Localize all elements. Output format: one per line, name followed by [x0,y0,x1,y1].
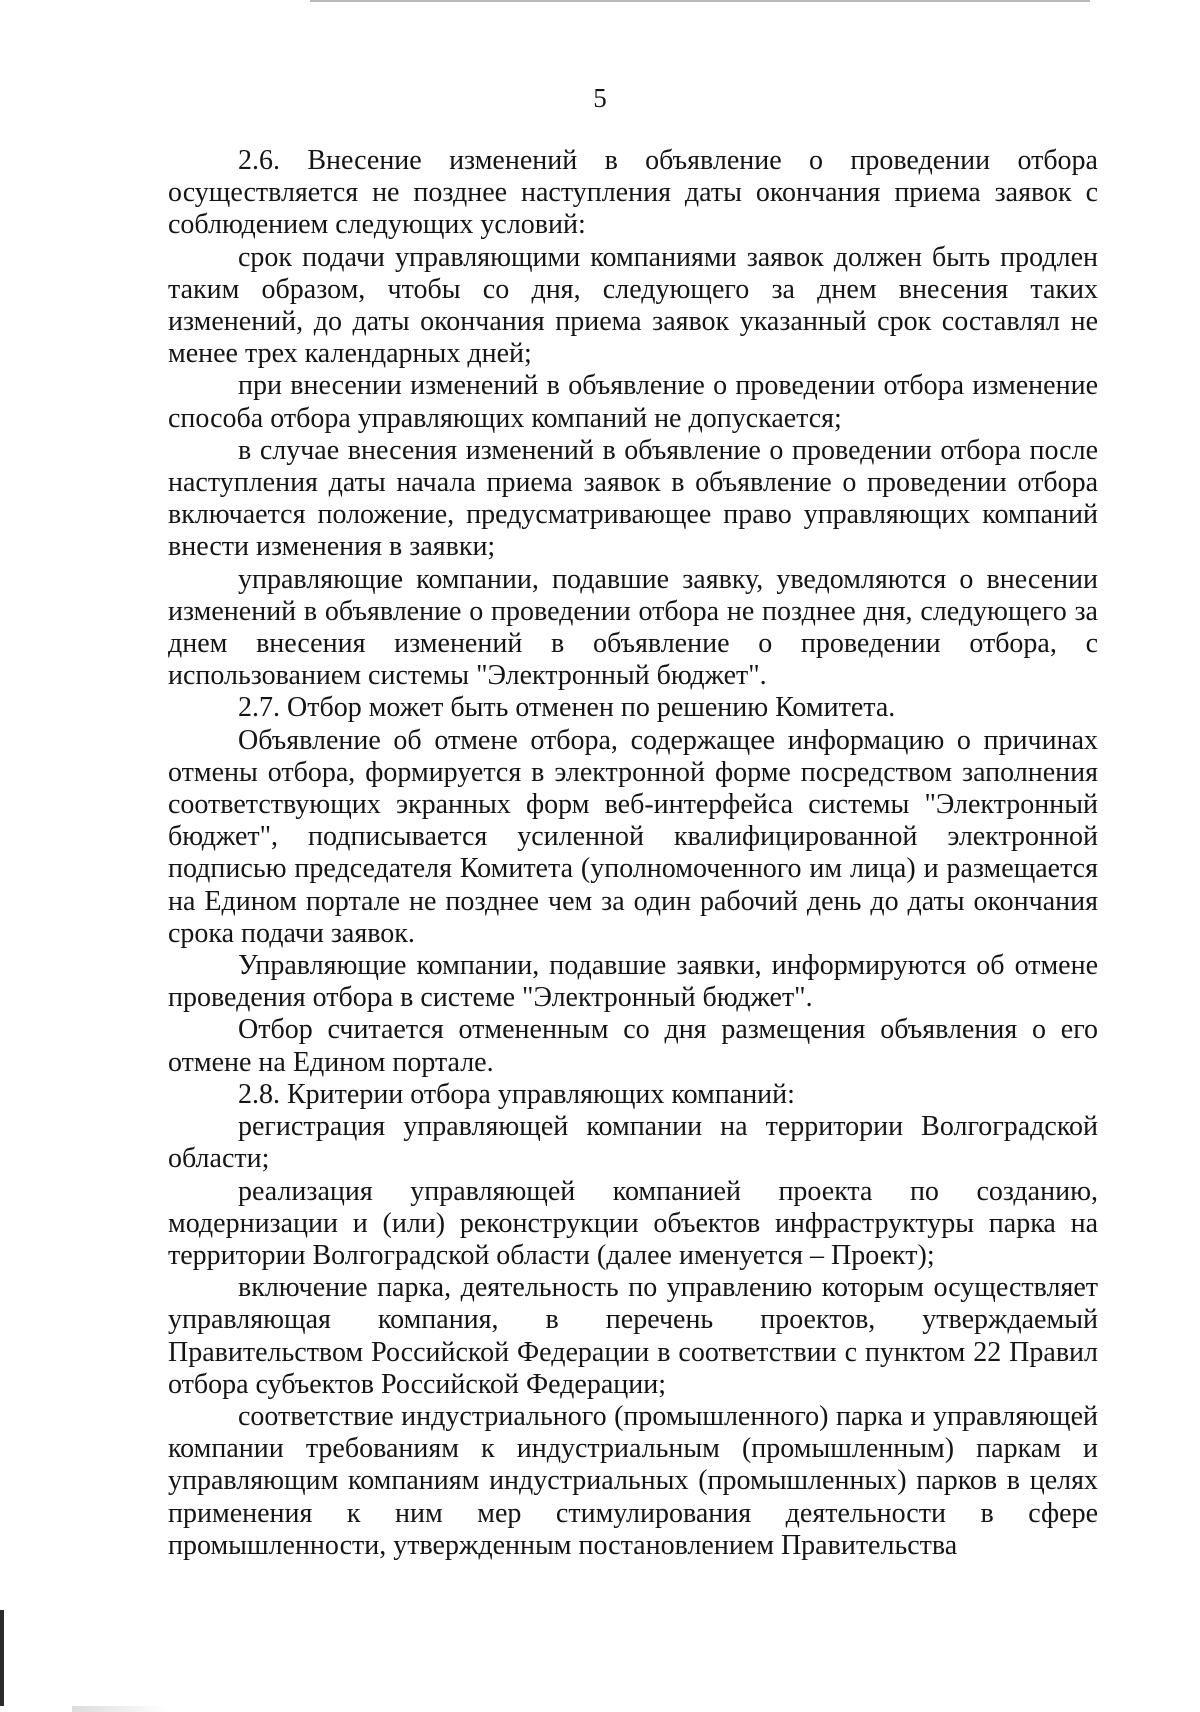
paragraph-criterion-requirements: соответствие индустриального (промышленного) парка и управляющей компании требованиям к индустриальным (промышленным) паркам и управляющим компаниям индустриальных (промышленных) парков в целях применения к ним мер стимулирования деятельности в сфере промышленности, утвержденным постановлением Правительства [168,1400,1098,1561]
paragraph-criterion-list-inclusion: включение парка, деятельность по управлению которым осуществляет управляющая компания, в перечень проектов, утверждаемый Правительством Российской Федерации в соответствии с пунктом 22 Правил отбора субъектов Российской Федерации; [168,1272,1098,1400]
paragraph-2-8: 2.8. Критерии отбора управляющих компаний: [238,1078,795,1110]
scan-bottom-edge [0,1706,1200,1712]
paragraph-cancellation-notice: Объявление об отмене отбора, содержащее информацию о причинах отмены отбора, формируется в электронной форме посредством заполнения соответствующих экранных форм веб-интерфейса системы "Электронный бюджет", подписывается усиленной квалифицированной электронной подписью председателя Комитета (уполномоченного им лица) и размещается на Едином портале не позднее чем за один рабочий день до даты окончания срока подачи заявок. [168,724,1098,949]
paragraph-right-to-amend: в случае внесения изменений в объявление о проведении отбора после наступления даты начала приема заявок в объявление о проведении отбора включается положение, предусматривающее право управляющих компаний внести изменения в заявки; [168,434,1098,563]
top-rule [310,0,1090,2]
document-body [168,145,1098,1562]
scan-edge-mark [0,1610,4,1712]
paragraph-criterion-project: реализация управляющей компанией проекта по созданию, модернизации и (или) реконструкции объектов инфраструктуры парка на территории Волгоградской области (далее именуется – Проект); [168,1175,1098,1271]
paragraph-2-6: 2.6. Внесение изменений в объявление о проведении отбора осуществляется не позднее наступления даты окончания приема заявок с соблюдением следующих условий: [168,145,1098,241]
paragraph-cancellation-effective: Отбор считается отмененным со дня размещения объявления о его отмене на Едином портале. [168,1014,1098,1078]
page-number: 5 [593,83,607,113]
paragraph-notification: управляющие компании, подавшие заявку, уведомляются о внесении изменений в объявление о проведении отбора не позднее дня, следующего за днем внесения изменений в объявление о проведении отбора, с использованием системы "Электронный бюджет". [168,563,1098,692]
paragraph-companies-informed: Управляющие компании, подавшие заявки, информируются об отмене проведения отбора в системе "Электронный бюджет". [168,950,1098,1014]
paragraph-2-7: 2.7. Отбор может быть отменен по решению Комитета. [238,692,896,724]
paragraph-criterion-registration: регистрация управляющей компании на территории Волгоградской области; [168,1111,1098,1175]
paragraph-deadline-extension: срок подачи управляющими компаниями заявок должен быть продлен таким образом, чтобы со дня, следующего за днем внесения таких изменений, до даты окончания приема заявок указанный срок составлял не менее трех календарных дней; [168,241,1098,370]
paragraph-method-unchanged: при внесении изменений в объявление о проведении отбора изменение способа отбора управляющих компаний не допускается; [168,370,1098,434]
